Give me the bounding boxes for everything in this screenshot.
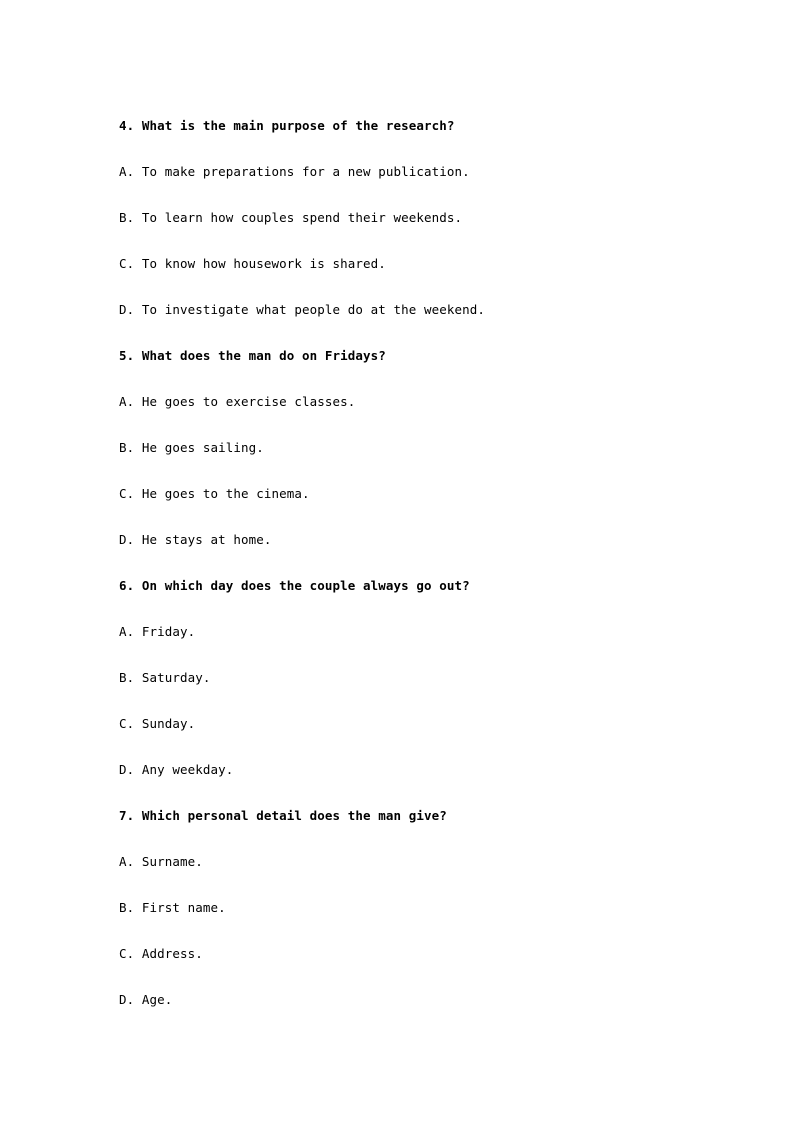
answer-option-b xyxy=(119,894,719,940)
question-list xyxy=(119,112,719,1032)
answer-option-b xyxy=(119,664,719,710)
option-letter: A . xyxy=(119,854,142,869)
option-text: To learn how couples spend their weekends. xyxy=(141,210,463,225)
answer-option-a xyxy=(119,618,719,664)
option-letter: C . xyxy=(119,946,142,961)
question-text: On which day does the couple always go out? xyxy=(141,578,470,593)
option-text: Friday. xyxy=(141,624,196,639)
option-letter: B . xyxy=(119,210,142,225)
answer-option-d xyxy=(119,756,719,802)
answer-option-c xyxy=(119,710,719,756)
answer-option-d xyxy=(119,296,719,342)
option-letter: D . xyxy=(119,302,142,317)
option-letter: B . xyxy=(119,900,142,915)
answer-option-d xyxy=(119,526,719,572)
option-text: He stays at home. xyxy=(141,532,272,547)
question-text: What does the man do on Fridays? xyxy=(141,348,386,363)
question-title xyxy=(119,802,719,848)
option-text: Age. xyxy=(141,992,173,1007)
option-text: He goes to the cinema. xyxy=(141,486,310,501)
option-text: First name. xyxy=(141,900,226,915)
question-number: 4 . xyxy=(119,118,142,133)
question-5 xyxy=(119,342,719,572)
option-letter: D . xyxy=(119,532,142,547)
option-letter: B . xyxy=(119,670,142,685)
question-number: 5 . xyxy=(119,348,142,363)
question-6 xyxy=(119,572,719,802)
option-letter: A . xyxy=(119,624,142,639)
option-letter: A . xyxy=(119,394,142,409)
question-title xyxy=(119,572,719,618)
option-text: He goes sailing. xyxy=(141,440,264,455)
question-text: Which personal detail does the man give? xyxy=(141,808,447,823)
option-letter: D . xyxy=(119,992,142,1007)
answer-option-a xyxy=(119,388,719,434)
option-text: To investigate what people do at the weekend. xyxy=(141,302,486,317)
option-letter: C . xyxy=(119,486,142,501)
answer-option-c xyxy=(119,480,719,526)
answer-option-b xyxy=(119,204,719,250)
option-letter: B . xyxy=(119,440,142,455)
question-7 xyxy=(119,802,719,1032)
option-text: Surname. xyxy=(141,854,203,869)
question-number: 7 . xyxy=(119,808,142,823)
question-4 xyxy=(119,112,719,342)
option-text: Sunday. xyxy=(141,716,196,731)
option-text: Any weekday. xyxy=(141,762,234,777)
option-text: To make preparations for a new publication. xyxy=(141,164,470,179)
answer-option-d xyxy=(119,986,719,1032)
answer-option-a xyxy=(119,158,719,204)
option-letter: D . xyxy=(119,762,142,777)
option-letter: C . xyxy=(119,716,142,731)
option-text: Address. xyxy=(141,946,203,961)
answer-option-c xyxy=(119,940,719,986)
question-number: 6 . xyxy=(119,578,142,593)
option-text: Saturday. xyxy=(141,670,211,685)
answer-option-a xyxy=(119,848,719,894)
answer-option-c xyxy=(119,250,719,296)
option-text: He goes to exercise classes. xyxy=(141,394,356,409)
option-letter: C . xyxy=(119,256,142,271)
option-letter: A . xyxy=(119,164,142,179)
question-title xyxy=(119,342,719,388)
option-text: To know how housework is shared. xyxy=(141,256,386,271)
question-text: What is the main purpose of the research? xyxy=(141,118,455,133)
answer-option-b xyxy=(119,434,719,480)
question-title xyxy=(119,112,719,158)
